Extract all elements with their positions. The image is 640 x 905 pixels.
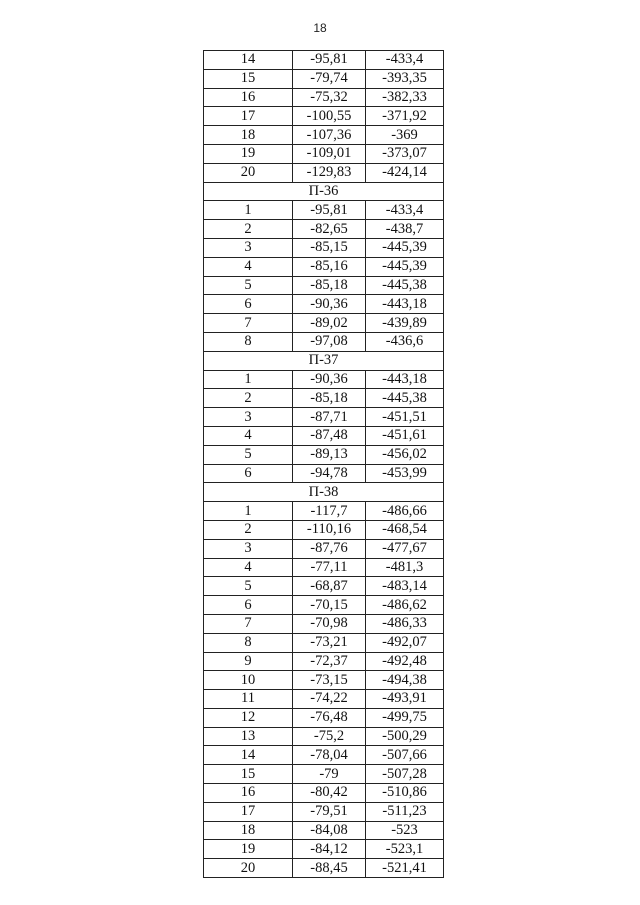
- x-value-cell: -110,16: [293, 520, 366, 539]
- y-value-cell: -523,1: [366, 840, 444, 859]
- table-row: [204, 107, 444, 126]
- point-number-cell: 20: [204, 859, 293, 878]
- point-number-cell: 17: [204, 802, 293, 821]
- table-row: [204, 370, 444, 389]
- table-row: [204, 464, 444, 483]
- table-row: [204, 220, 444, 239]
- table-row: [204, 276, 444, 295]
- table-row: [204, 332, 444, 351]
- point-number-cell: 1: [204, 201, 293, 220]
- point-number-cell: 16: [204, 784, 293, 803]
- point-number-cell: 18: [204, 821, 293, 840]
- x-value-cell: -84,08: [293, 821, 366, 840]
- y-value-cell: -493,91: [366, 690, 444, 709]
- y-value-cell: -373,07: [366, 144, 444, 163]
- table-row: [204, 445, 444, 464]
- page-number: 18: [313, 21, 327, 35]
- point-number-cell: 14: [204, 51, 293, 70]
- y-value-cell: -507,66: [366, 746, 444, 765]
- table-row: [204, 295, 444, 314]
- x-value-cell: -94,78: [293, 464, 366, 483]
- y-value-cell: -438,7: [366, 220, 444, 239]
- x-value-cell: -70,98: [293, 614, 366, 633]
- y-value-cell: -443,18: [366, 295, 444, 314]
- point-number-cell: 4: [204, 558, 293, 577]
- y-value-cell: -486,66: [366, 502, 444, 521]
- x-value-cell: -77,11: [293, 558, 366, 577]
- x-value-cell: -76,48: [293, 708, 366, 727]
- table-row: [204, 784, 444, 803]
- y-value-cell: -443,18: [366, 370, 444, 389]
- group-header-row: [204, 351, 444, 370]
- y-value-cell: -445,38: [366, 389, 444, 408]
- x-value-cell: -87,76: [293, 539, 366, 558]
- point-number-cell: 10: [204, 671, 293, 690]
- y-value-cell: -477,67: [366, 539, 444, 558]
- x-value-cell: -107,36: [293, 126, 366, 145]
- group-header-row: [204, 182, 444, 201]
- point-number-cell: 3: [204, 539, 293, 558]
- point-number-cell: 2: [204, 389, 293, 408]
- x-value-cell: -85,16: [293, 257, 366, 276]
- x-value-cell: -90,36: [293, 295, 366, 314]
- table-row: [204, 652, 444, 671]
- group-header: П-36: [204, 182, 444, 201]
- x-value-cell: -95,81: [293, 51, 366, 70]
- group-header: П-38: [204, 483, 444, 502]
- group-header-row: [204, 483, 444, 502]
- table-row: [204, 314, 444, 333]
- y-value-cell: -483,14: [366, 577, 444, 596]
- table-row: [204, 708, 444, 727]
- y-value-cell: -521,41: [366, 859, 444, 878]
- point-number-cell: 5: [204, 445, 293, 464]
- point-number-cell: 18: [204, 126, 293, 145]
- y-value-cell: -456,02: [366, 445, 444, 464]
- point-number-cell: 3: [204, 238, 293, 257]
- coordinates-table: [203, 50, 444, 878]
- x-value-cell: -84,12: [293, 840, 366, 859]
- x-value-cell: -88,45: [293, 859, 366, 878]
- point-number-cell: 13: [204, 727, 293, 746]
- x-value-cell: -73,21: [293, 633, 366, 652]
- y-value-cell: -468,54: [366, 520, 444, 539]
- point-number-cell: 8: [204, 332, 293, 351]
- x-value-cell: -87,71: [293, 408, 366, 427]
- table-row: [204, 671, 444, 690]
- x-value-cell: -97,08: [293, 332, 366, 351]
- point-number-cell: 11: [204, 690, 293, 709]
- y-value-cell: -451,61: [366, 426, 444, 445]
- table-row: [204, 389, 444, 408]
- x-value-cell: -82,65: [293, 220, 366, 239]
- x-value-cell: -79: [293, 765, 366, 784]
- point-number-cell: 8: [204, 633, 293, 652]
- y-value-cell: -451,51: [366, 408, 444, 427]
- point-number-cell: 1: [204, 370, 293, 389]
- x-value-cell: -109,01: [293, 144, 366, 163]
- x-value-cell: -72,37: [293, 652, 366, 671]
- y-value-cell: -492,07: [366, 633, 444, 652]
- y-value-cell: -436,6: [366, 332, 444, 351]
- point-number-cell: 2: [204, 520, 293, 539]
- y-value-cell: -445,39: [366, 257, 444, 276]
- y-value-cell: -382,33: [366, 88, 444, 107]
- x-value-cell: -75,2: [293, 727, 366, 746]
- y-value-cell: -424,14: [366, 163, 444, 182]
- x-value-cell: -85,18: [293, 276, 366, 295]
- point-number-cell: 19: [204, 144, 293, 163]
- table-row: [204, 88, 444, 107]
- point-number-cell: 3: [204, 408, 293, 427]
- x-value-cell: -70,15: [293, 596, 366, 615]
- table-row: [204, 840, 444, 859]
- point-number-cell: 15: [204, 765, 293, 784]
- x-value-cell: -74,22: [293, 690, 366, 709]
- y-value-cell: -492,48: [366, 652, 444, 671]
- x-value-cell: -85,15: [293, 238, 366, 257]
- x-value-cell: -68,87: [293, 577, 366, 596]
- point-number-cell: 7: [204, 614, 293, 633]
- point-number-cell: 19: [204, 840, 293, 859]
- x-value-cell: -100,55: [293, 107, 366, 126]
- table-row: [204, 690, 444, 709]
- point-number-cell: 2: [204, 220, 293, 239]
- table-row: [204, 746, 444, 765]
- coordinates-table-body: [204, 51, 444, 878]
- x-value-cell: -79,74: [293, 69, 366, 88]
- table-row: [204, 577, 444, 596]
- table-row: [204, 614, 444, 633]
- point-number-cell: 6: [204, 295, 293, 314]
- y-value-cell: -486,62: [366, 596, 444, 615]
- table-row: [204, 126, 444, 145]
- y-value-cell: -494,38: [366, 671, 444, 690]
- x-value-cell: -87,48: [293, 426, 366, 445]
- point-number-cell: 5: [204, 276, 293, 295]
- point-number-cell: 17: [204, 107, 293, 126]
- x-value-cell: -117,7: [293, 502, 366, 521]
- point-number-cell: 5: [204, 577, 293, 596]
- point-number-cell: 6: [204, 596, 293, 615]
- table-row: [204, 802, 444, 821]
- x-value-cell: -129,83: [293, 163, 366, 182]
- y-value-cell: -523: [366, 821, 444, 840]
- x-value-cell: -78,04: [293, 746, 366, 765]
- table-row: [204, 520, 444, 539]
- x-value-cell: -73,15: [293, 671, 366, 690]
- x-value-cell: -95,81: [293, 201, 366, 220]
- table-row: [204, 257, 444, 276]
- table-row: [204, 69, 444, 88]
- y-value-cell: -393,35: [366, 69, 444, 88]
- point-number-cell: 6: [204, 464, 293, 483]
- table-row: [204, 558, 444, 577]
- point-number-cell: 7: [204, 314, 293, 333]
- x-value-cell: -90,36: [293, 370, 366, 389]
- table-row: [204, 426, 444, 445]
- y-value-cell: -433,4: [366, 201, 444, 220]
- x-value-cell: -79,51: [293, 802, 366, 821]
- y-value-cell: -511,23: [366, 802, 444, 821]
- y-value-cell: -453,99: [366, 464, 444, 483]
- y-value-cell: -510,86: [366, 784, 444, 803]
- table-row: [204, 144, 444, 163]
- y-value-cell: -499,75: [366, 708, 444, 727]
- x-value-cell: -85,18: [293, 389, 366, 408]
- point-number-cell: 12: [204, 708, 293, 727]
- group-header: П-37: [204, 351, 444, 370]
- point-number-cell: 20: [204, 163, 293, 182]
- y-value-cell: -507,28: [366, 765, 444, 784]
- y-value-cell: -445,38: [366, 276, 444, 295]
- table-row: [204, 633, 444, 652]
- y-value-cell: -433,4: [366, 51, 444, 70]
- x-value-cell: -75,32: [293, 88, 366, 107]
- x-value-cell: -89,02: [293, 314, 366, 333]
- y-value-cell: -486,33: [366, 614, 444, 633]
- table-row: [204, 51, 444, 70]
- y-value-cell: -371,92: [366, 107, 444, 126]
- table-row: [204, 727, 444, 746]
- table-row: [204, 539, 444, 558]
- x-value-cell: -80,42: [293, 784, 366, 803]
- table-row: [204, 163, 444, 182]
- table-row: [204, 859, 444, 878]
- y-value-cell: -481,3: [366, 558, 444, 577]
- point-number-cell: 16: [204, 88, 293, 107]
- table-row: [204, 502, 444, 521]
- point-number-cell: 4: [204, 257, 293, 276]
- table-row: [204, 238, 444, 257]
- table-row: [204, 821, 444, 840]
- table-row: [204, 408, 444, 427]
- y-value-cell: -500,29: [366, 727, 444, 746]
- point-number-cell: 4: [204, 426, 293, 445]
- y-value-cell: -369: [366, 126, 444, 145]
- table-row: [204, 596, 444, 615]
- point-number-cell: 15: [204, 69, 293, 88]
- y-value-cell: -439,89: [366, 314, 444, 333]
- table-row: [204, 765, 444, 784]
- point-number-cell: 1: [204, 502, 293, 521]
- x-value-cell: -89,13: [293, 445, 366, 464]
- point-number-cell: 9: [204, 652, 293, 671]
- y-value-cell: -445,39: [366, 238, 444, 257]
- table-row: [204, 201, 444, 220]
- point-number-cell: 14: [204, 746, 293, 765]
